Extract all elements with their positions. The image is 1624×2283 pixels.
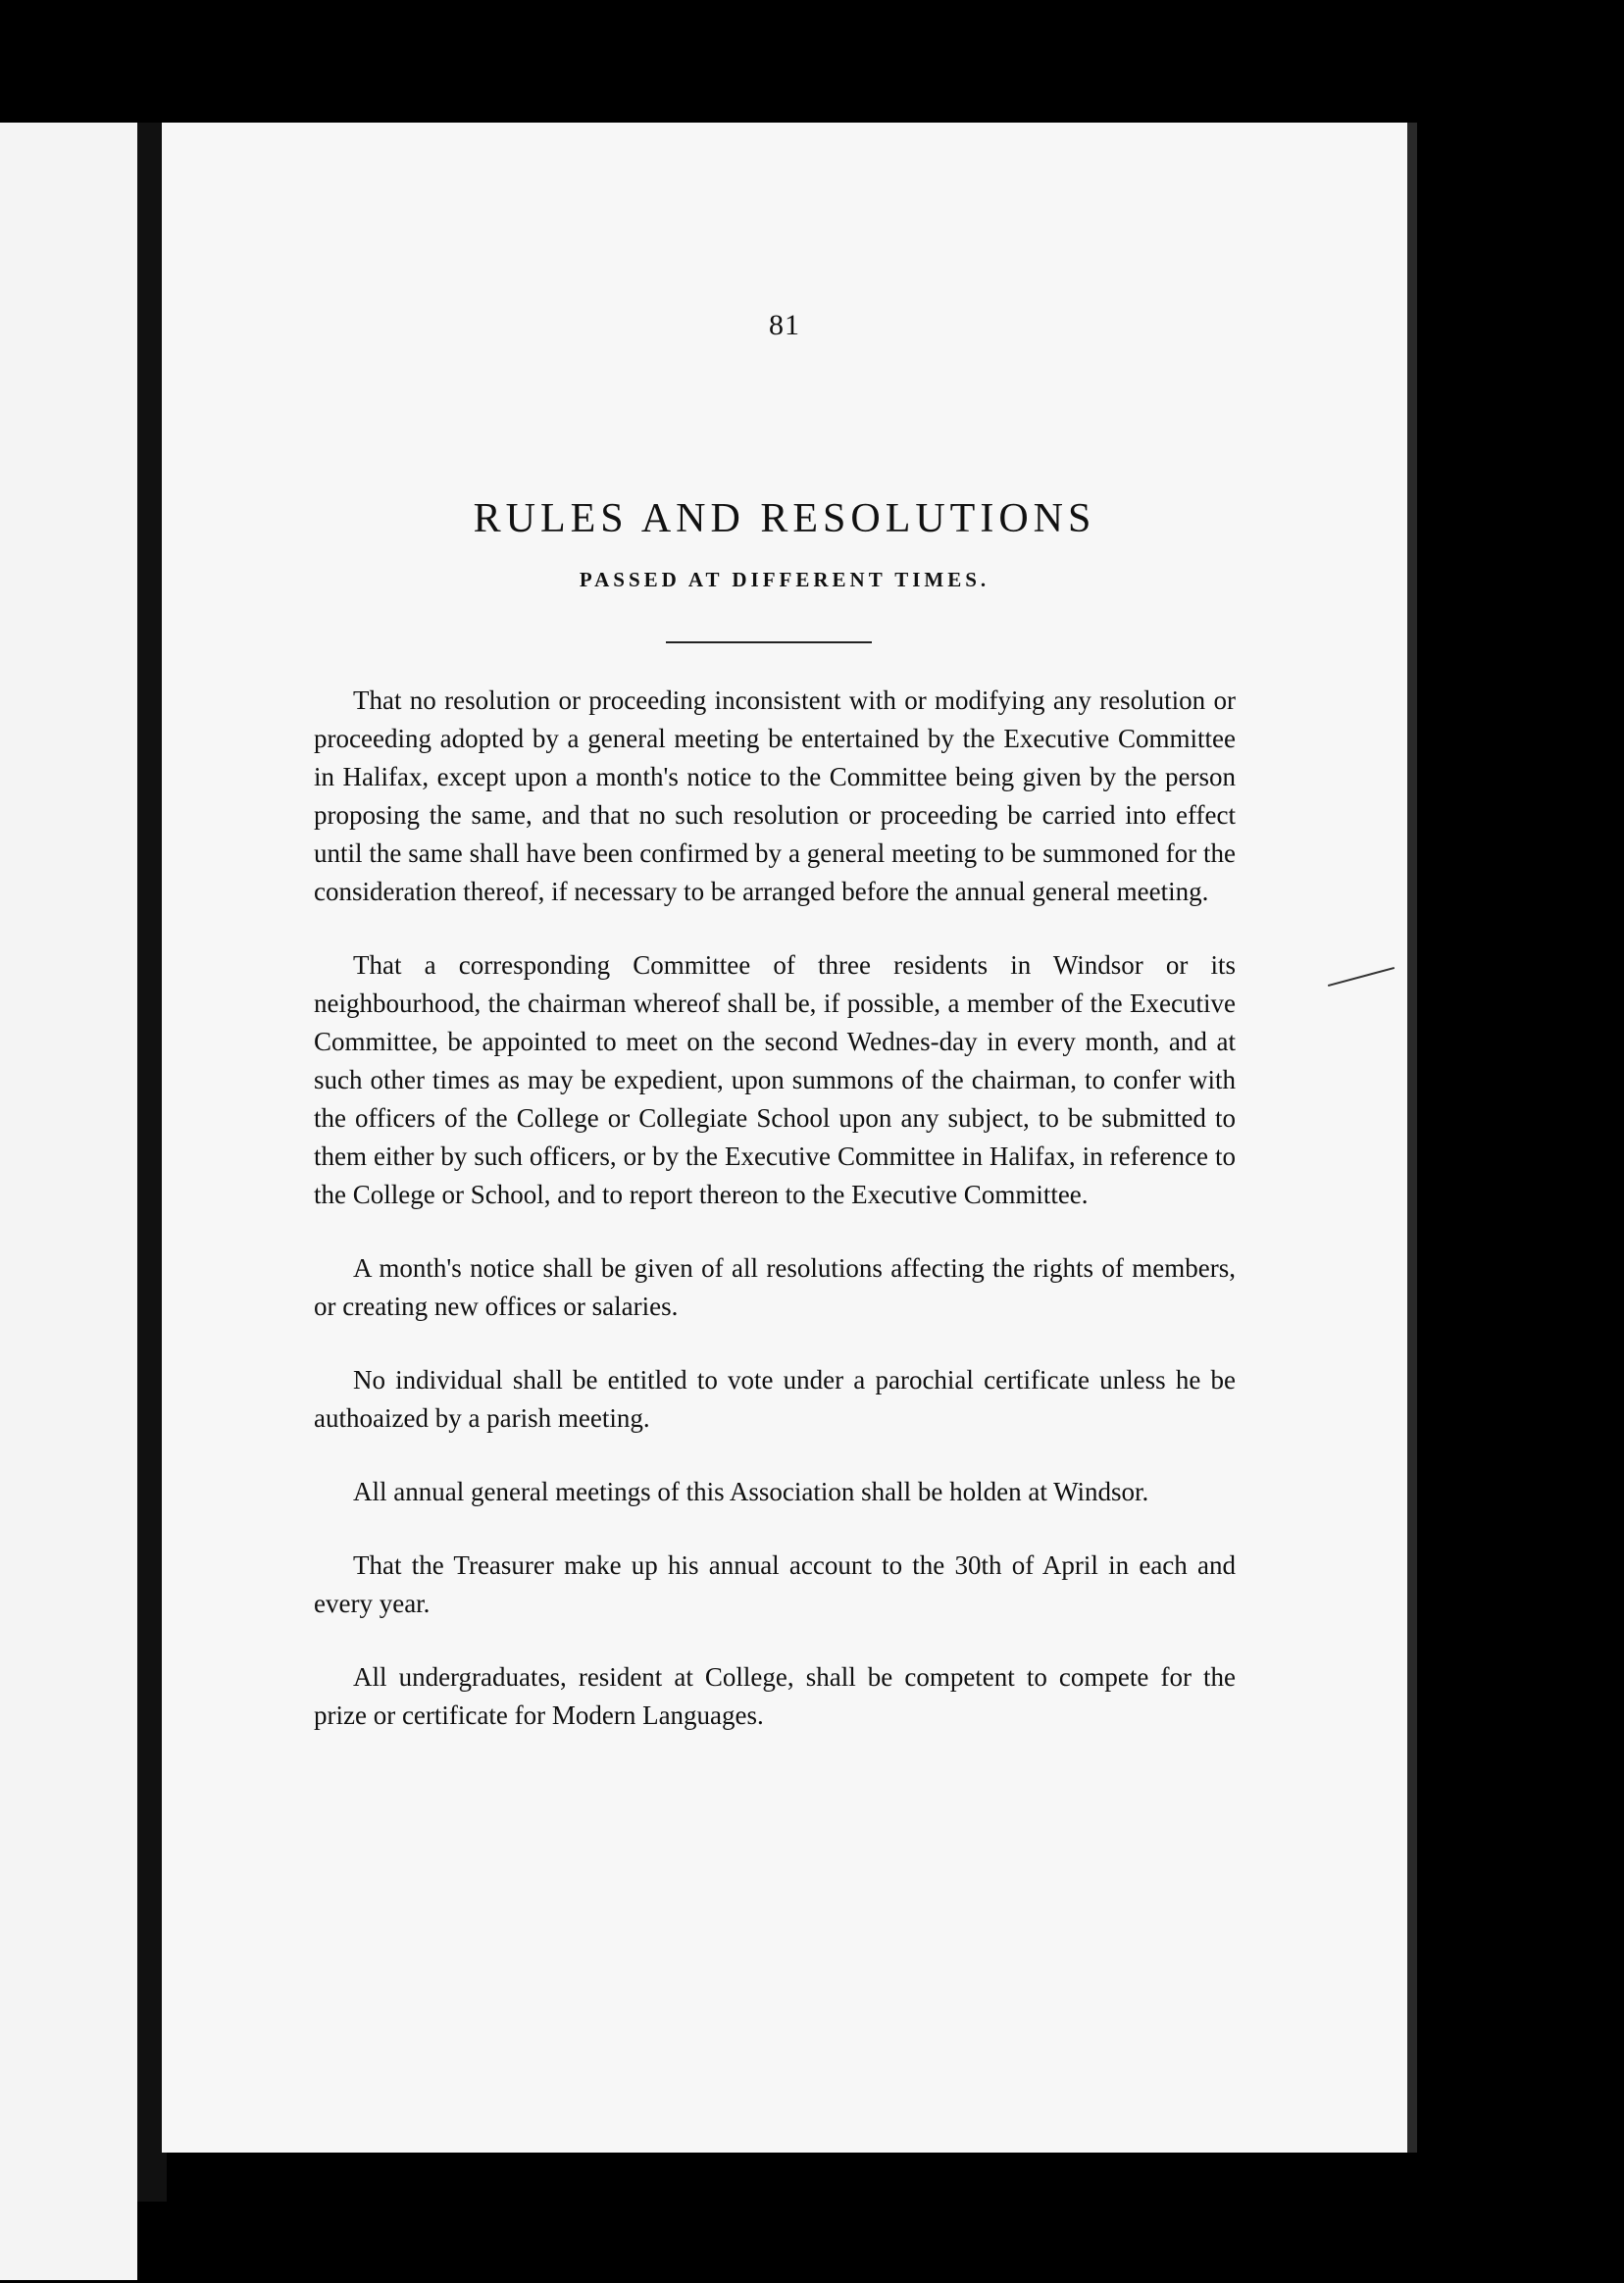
resolution-paragraph: That a corresponding Committee of three residents in Windsor or its neighbourhood, the chairman whereof shall be, if possible, a member of the Executive Committee, be appointed to meet on the second Wednes-day in every month, and at such other times as may be expedient, upon summons of the chairman, to confer with the officers of the College or Collegiate School upon any subject, to be submitted to them either by such officers, or by the Executive Committee in Halifax, in reference to the College or School, and to report thereon to the Executive Committee. [314, 950, 1236, 1209]
resolution-paragraph: That no resolution or proceeding inconsistent with or modifying any resolution or proceeding adopted by a general meeting be entertained by the Executive Committee in Halifax, except upon a month's notice to the Committee being given by the person proposing the same, and that no such resolution or proceeding be carried into effect until the same shall have been confirmed by a general meeting to be summoned for the consideration thereof, if necessary to be arranged before the annual general meeting. [314, 685, 1236, 906]
page-title: RULES AND RESOLUTIONS [473, 496, 1096, 541]
resolution-paragraph: No individual shall be entitled to vote under a parochial certificate unless he be authoaized by a parish meeting. [314, 1365, 1236, 1433]
resolutions-text [314, 682, 1236, 1770]
resolution-paragraph: All annual general meetings of this Association shall be holden at Windsor. [353, 1477, 1149, 1506]
title-divider [666, 641, 872, 643]
document-page [162, 123, 1417, 2153]
resolution-paragraph: That the Treasurer make up his annual account to the 30th of April in each and every year. [314, 1550, 1236, 1618]
page-number: 81 [769, 309, 800, 341]
adjacent-page-edge [0, 123, 137, 2280]
resolution-paragraph: All undergraduates, resident at College, shall be competent to compete for the prize or certificate for Modern Languages. [314, 1662, 1236, 1730]
pen-mark [1328, 967, 1395, 987]
resolution-paragraph: A month's notice shall be given of all resolutions affecting the rights of members, or creating new offices or salaries. [314, 1253, 1236, 1321]
page-subtitle: PASSED AT DIFFERENT TIMES. [579, 568, 990, 591]
